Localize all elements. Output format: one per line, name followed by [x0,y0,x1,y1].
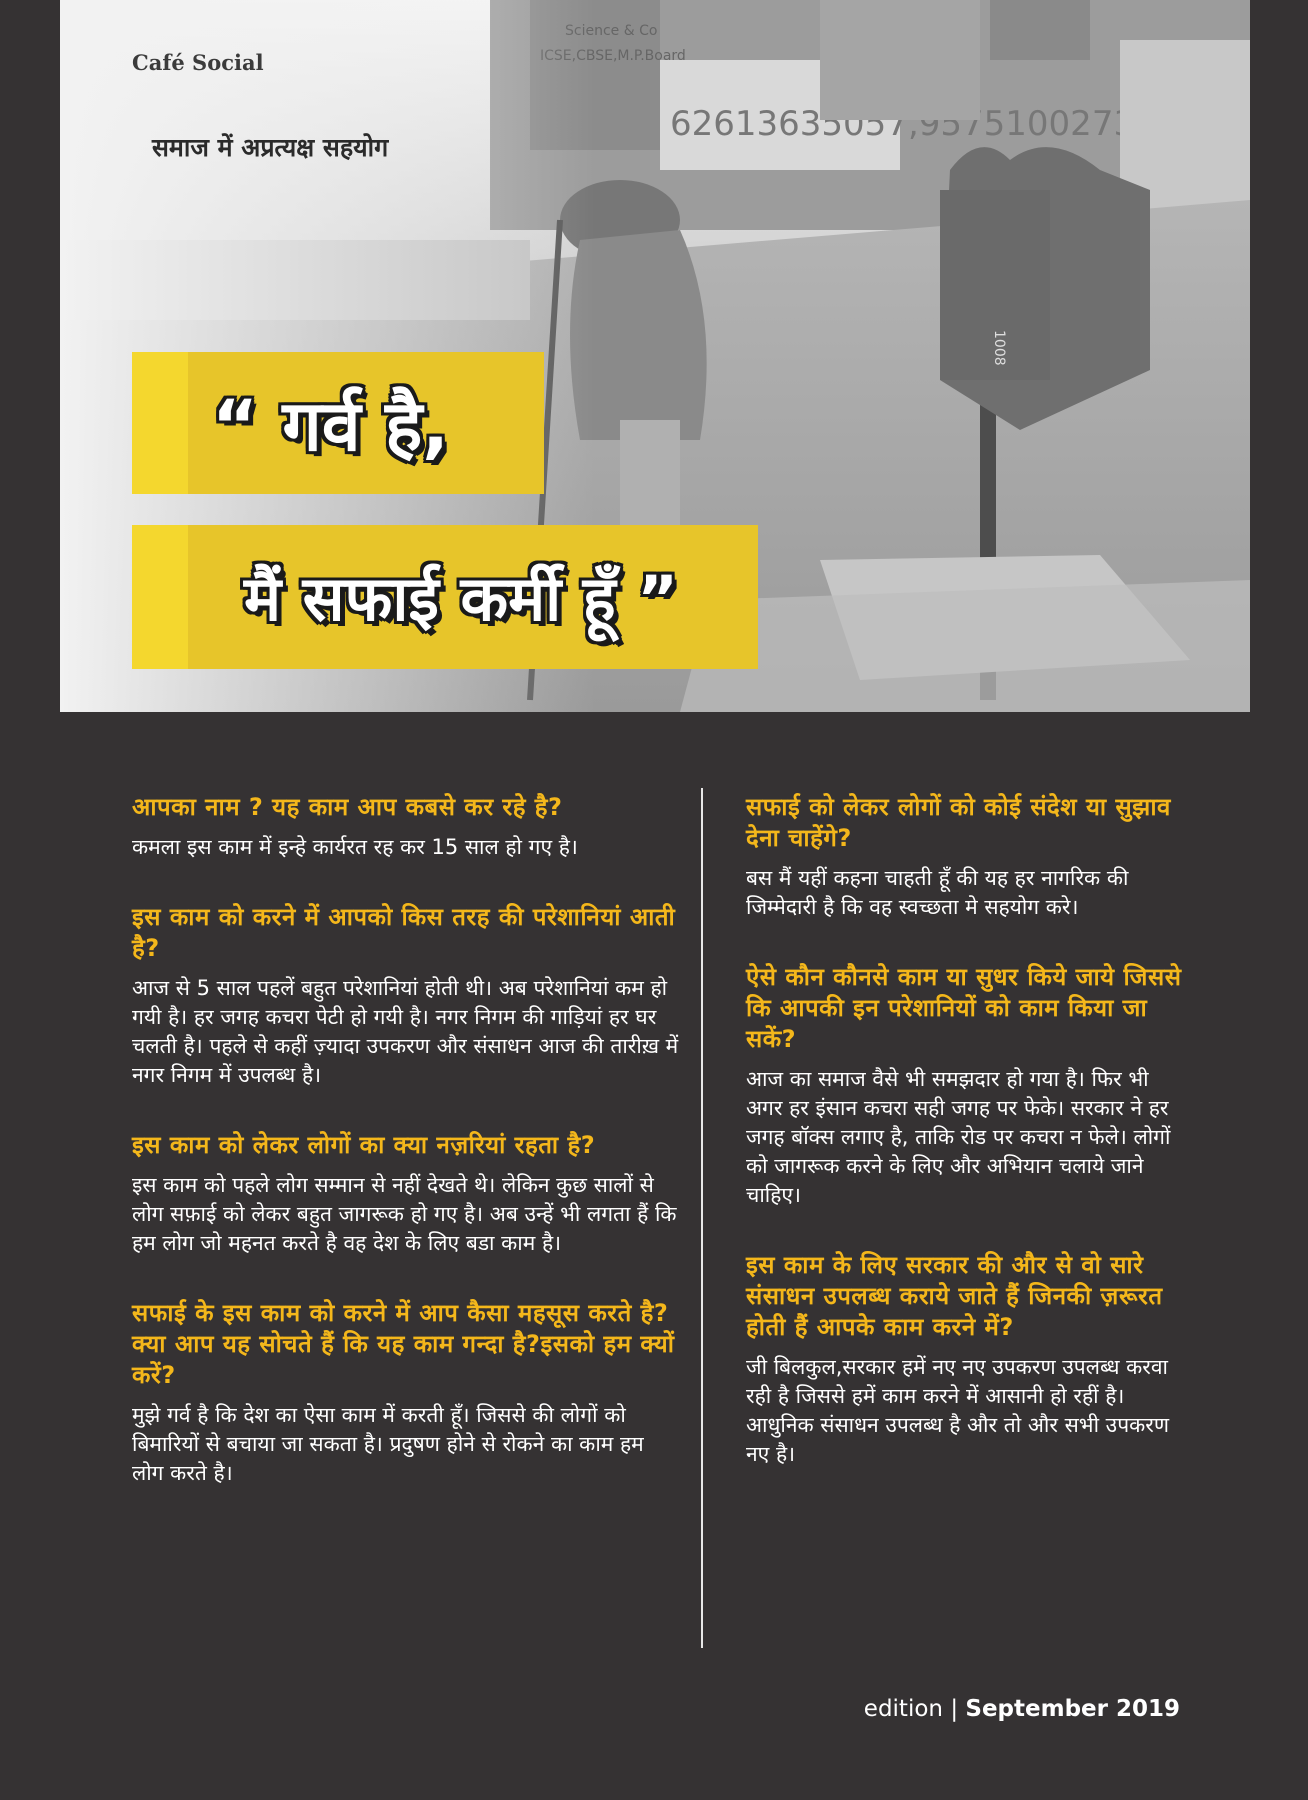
qa-block [132,1130,680,1258]
headline-banner-1 [132,352,544,494]
section-label: Café Social [132,50,264,75]
right-column [746,792,1186,1509]
question: इस काम के लिए सरकार की और से वो सारे संसाधन उपलब्ध कराये जाते हैं जिनकी ज़रूरत होती हैं आपके काम करने में? [746,1251,1163,1341]
answer: बस मैं यहीं कहना चाहती हूँ की यह हर नागरिक की जिम्मेदारी है कि वह स्वच्छता मे सहयोग करे। [746,866,1129,919]
answer: मुझे गर्व है कि देश का ऐसा काम में करती हूँ। जिससे की लोगों को बिमारियों से बचाया जा सकता है। प्रदुषण होने से रोकने का काम हम लोग करते है। [132,1403,644,1485]
headline-line-1: “ गर्व है, [212,385,449,467]
edition-label: edition [863,1696,943,1722]
question: इस काम को करने में आपको किस तरह की परेशानियां आती है? [132,903,676,962]
qa-block [132,1298,680,1488]
answer: कमला इस काम में इन्हे कार्यरत रह कर 15 साल हो गए है। [132,835,578,859]
qa-block [132,902,680,1090]
column-divider [701,788,703,1648]
question: सफाई को लेकर लोगों को कोई संदेश या सुझाव देना चाहेंगे? [746,793,1171,852]
qa-block [746,1250,1186,1469]
article-subtitle: समाज में अप्रत्यक्ष सहयोग [152,133,389,162]
question: आपका नाम ? यह काम आप कबसे कर रहे है? [132,793,563,821]
banner-accent [132,352,188,494]
hero-photo [60,0,1250,712]
question: सफाई के इस काम को करने में आप कैसा महसूस करते है? क्या आप यह सोचते हैं कि यह काम गन्दा है?इसको हम क्यों करें? [132,1299,675,1389]
headline-banner-2 [132,525,758,669]
footer-separator: | [950,1696,959,1722]
edition-month: September 2019 [965,1696,1180,1722]
qa-block [746,962,1186,1210]
qa-block [746,792,1186,922]
footer-edition [864,1696,1180,1722]
answer: जी बिलकुल,सरकार हमें नए नए उपकरण उपलब्ध करवा रही है जिससे हमें काम करने में आसानी हो रहीं है। आधुनिक संसाधन उपलब्ध है और तो और सभी उपकरण नए है। [746,1355,1170,1466]
headline-line-2: मैं सफाई कर्मी हूँ ” [244,562,679,635]
question: ऐसे कौन कौनसे काम या सुधर किये जाये जिससे कि आपकी इन परेशानियों को काम किया जा सकें? [746,963,1182,1053]
answer: इस काम को पहले लोग सम्मान से नहीं देखते थे। लेकिन कुछ सालों से लोग सफ़ाई को लेकर बहुत जागरूक हो गए है। अब उन्हें भी लगता हैं कि हम लोग जो महनत करते है वह देश के लिए बडा काम है। [132,1173,677,1255]
answer: आज से 5 साल पहलें बहुत परेशानियां होती थी। अब परेशानियां कम हो गयी है। हर जगह कचरा पेटी हो गयी है। नगर निगम की गाड़ियां हर घर चलती है। पहले से कहीं ज़्यादा उपकरण और संसाधन आज की तारीख़ में नगर निगम में उपलब्ध है। [132,976,679,1087]
question: इस काम को लेकर लोगों का क्या नज़रियां रहता है? [132,1131,596,1159]
qa-block [132,792,680,862]
answer: आज का समाज वैसे भी समझदार हो गया है। फिर भी अगर हर इंसान कचरा सही जगह पर फेके। सरकार ने हर जगह बॉक्स लगाए है, ताकि रोड पर कचरा न फेले। लोगों को जागरूक करने के लिए और अभियान चलाये जाने चाहिए। [746,1067,1171,1207]
left-column [132,792,680,1528]
banner-accent [132,525,188,669]
